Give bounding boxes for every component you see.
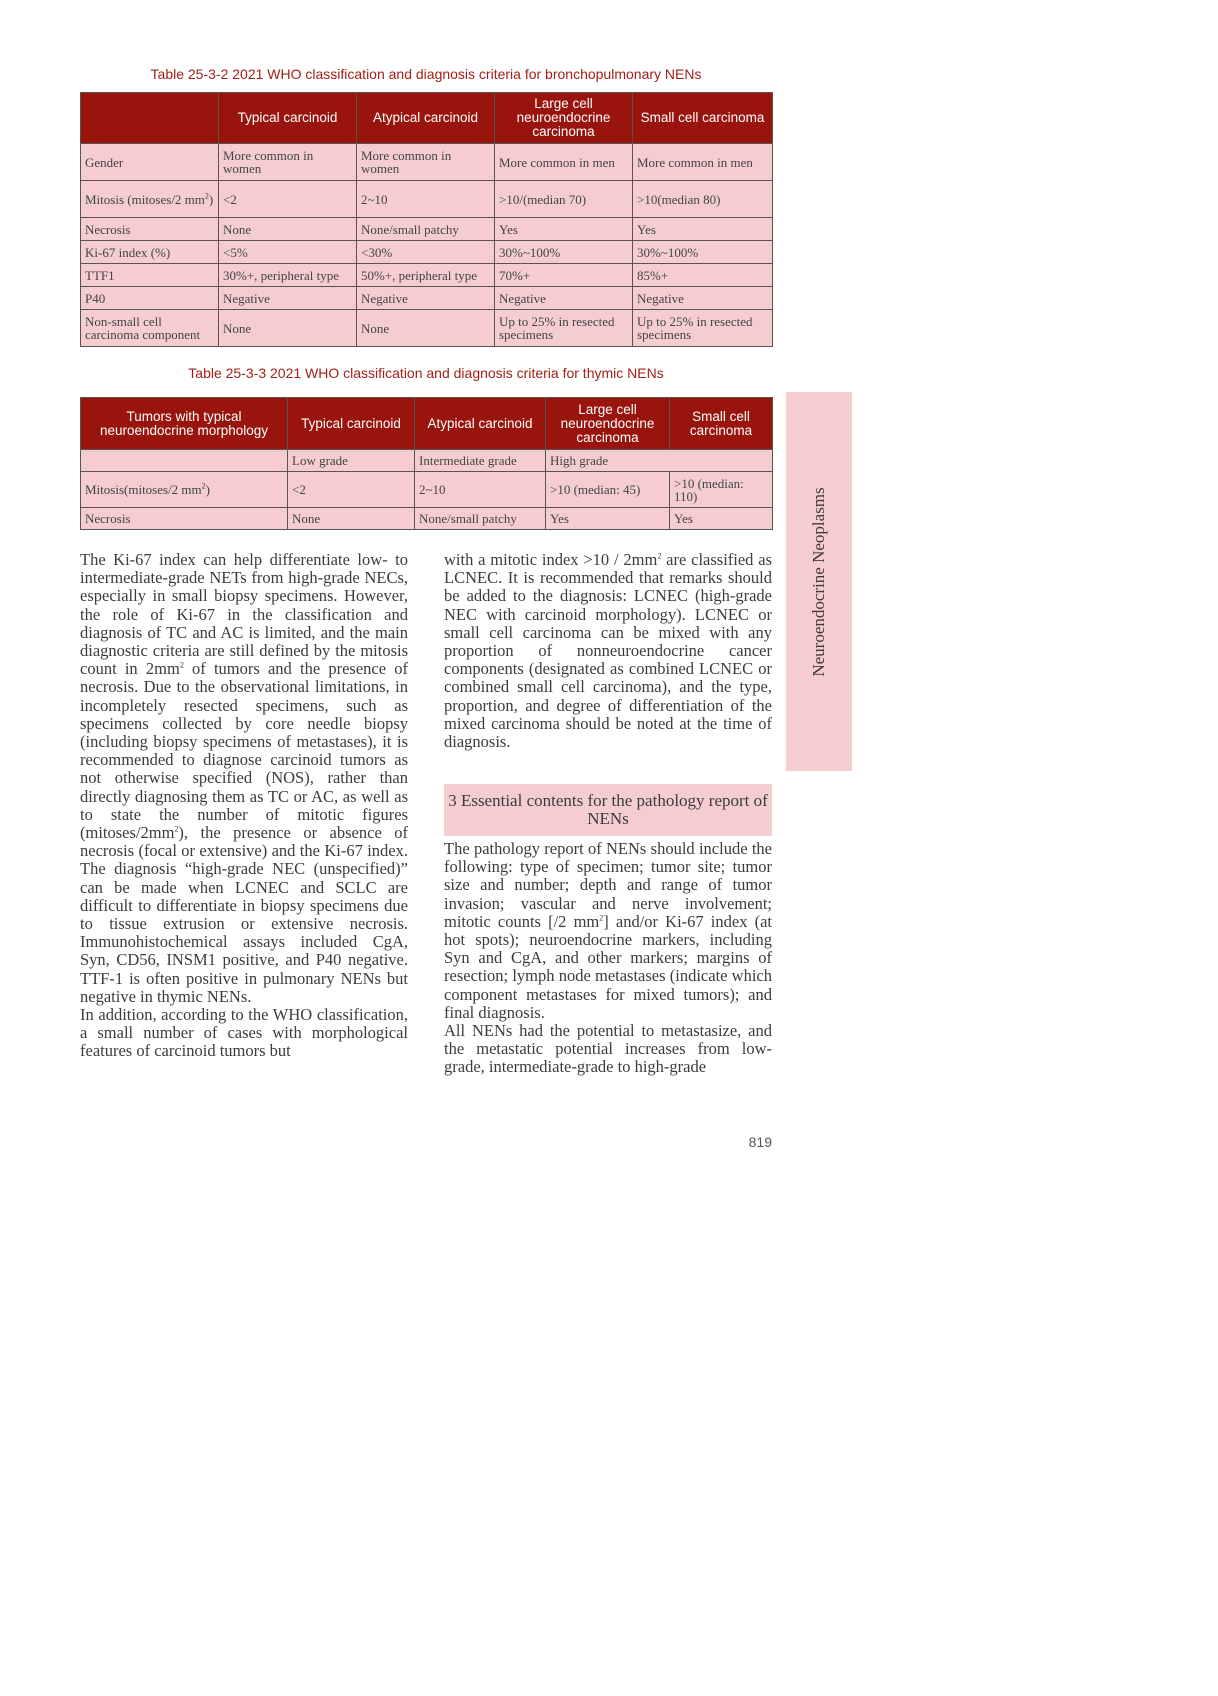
table-cell: None (219, 218, 357, 241)
row-label-tail: ) (205, 482, 210, 497)
right-column-lower (444, 840, 772, 1077)
table1-caption: Table 25-3-2 2021 WHO classification and diagnosis criteria for bronchopulmonary NENs (150, 66, 702, 82)
table2-header-4: Small cell carcinoma (670, 398, 773, 450)
superscript: 2 (657, 551, 662, 561)
text-run: of tumors and the presence of necrosis. Due to the observational limitations, in incompletely resected specimens, such as specimens collected by core needle biopsy (including biopsy specimens of metastases), it is recommended to diagnose carcinoid tumors as not otherwise specified (NOS), rather than directly diagnosing them as TC or AC, as well as to state the number of mitotic figures (mitoses/2mm (80, 659, 408, 843)
section-heading-text: 3 Essential contents for the pathology report of NENs (448, 791, 768, 828)
row-label: Necrosis (81, 508, 288, 530)
row-label-text: Mitosis(mitoses/2 mm (85, 482, 202, 497)
chapter-side-tab (786, 392, 852, 771)
table-cell: Negative (357, 287, 495, 310)
table1-header-2: Atypical carcinoid (357, 93, 495, 144)
table-cell: 2~10 (415, 472, 546, 508)
text-run: are classified as LCNEC. It is recommended that remarks should be added to the diagnosis: LCNEC (high-grade NEC with carcinoid morphology). LCNEC or small cell carcinoma can be mixed with any proportion of nonneuroendocrine cancer components (designated as combined LCNEC or combined small cell carcinoma), and the type, proportion, and degree of differentiation of the mixed carcinoma should be noted at the time of diagnosis. (444, 550, 772, 752)
table-cell: <5% (219, 241, 357, 264)
left-column (80, 551, 408, 1061)
table-cell: None/small patchy (415, 508, 546, 530)
table-cell: More common in men (495, 144, 633, 181)
right-column (444, 551, 772, 751)
paragraph: In addition, according to the WHO classification, a small number of cases with morphological features of carcinoid tumors but (80, 1005, 408, 1061)
table-row (81, 144, 773, 181)
row-label: P40 (81, 287, 219, 310)
table-cell: None/small patchy (357, 218, 495, 241)
table1-header-3: Large cell neuroendocrine carcinoma (495, 93, 633, 144)
text-run: ), the presence or absence of necrosis (focal or extensive) and the Ki-67 index. The diagnosis “high-grade NEC (unspecified)” can be made when LCNEC and SCLC are difficult to differentiate in biopsy specimens due to tissue extrusion or extensive necrosis. Immunohistochemical assays included CgA, Syn, CD56, INSM1 positive, and P40 negative. TTF-1 is often positive in pulmonary NENs but negative in thymic NENs. (80, 823, 408, 1006)
table2-header-2: Atypical carcinoid (415, 398, 546, 450)
table2-header-3: Large cell neuroendocrine carcinoma (546, 398, 670, 450)
superscript: 2 (204, 191, 209, 201)
table-cell: Yes (670, 508, 773, 530)
paragraph (80, 551, 408, 1006)
table-cell: 2~10 (357, 181, 495, 218)
table-cell: More common in women (357, 144, 495, 181)
text-run: The pathology report of NENs should include the following: type of specimen; tumor site; tumor size and number; depth and range of tumor invasion; vascular and nerve involvement; mitotic counts [/2 mm (444, 839, 772, 931)
table-cell: >10 (median: 45) (546, 472, 670, 508)
row-label: Ki-67 index (%) (81, 241, 219, 264)
table-cell: <2 (288, 472, 415, 508)
table-cell: Up to 25% in resected specimens (495, 310, 633, 347)
table-row (81, 241, 773, 264)
table2-caption: Table 25-3-3 2021 WHO classification and diagnosis criteria for thymic NENs (188, 365, 664, 381)
table-row (81, 264, 773, 287)
superscript: 2 (179, 660, 184, 670)
table-cell: Negative (495, 287, 633, 310)
row-label (81, 181, 219, 218)
row-label-tail: ) (208, 191, 214, 207)
table-row (81, 450, 773, 472)
text-run: ] and/or Ki-67 index (at hot spots); neuroendocrine markers, including Syn and CgA, and other markers; margins of resection; lymph node metastases (indicate which component metastases for mixed tumors); and final diagnosis. (444, 911, 773, 1022)
row-label: TTF1 (81, 264, 219, 287)
row-label-text: Mitosis (mitoses/2 mm (85, 191, 205, 207)
table2-header-1: Typical carcinoid (288, 398, 415, 450)
table-row (81, 472, 773, 508)
table-cell: None (219, 310, 357, 347)
table-cell: 30%~100% (633, 241, 773, 264)
table-row (81, 218, 773, 241)
table1-header-4: Small cell carcinoma (633, 93, 773, 144)
table-cell: High grade (546, 450, 773, 472)
bronchopulmonary-nen-table (80, 92, 773, 347)
row-label: Gender (81, 144, 219, 181)
paragraph (444, 840, 772, 1022)
superscript: 2 (174, 824, 179, 834)
table-cell: <30% (357, 241, 495, 264)
table-cell: Intermediate grade (415, 450, 546, 472)
table-cell: Yes (546, 508, 670, 530)
paragraph: All NENs had the potential to metastasize, and the metastatic potential increases from low-grade, intermediate-grade to high-grade (444, 1021, 772, 1077)
text-run: The Ki-67 index can help differentiate low- to intermediate-grade NETs from high-grade NECs, especially in small biopsy specimens. However, the role of Ki-67 in the classification and diagnosis of TC and AC is limited, and the main diagnostic criteria are still defined by the mitosis count in 2mm (80, 550, 408, 679)
table-cell: Negative (633, 287, 773, 310)
chapter-side-tab-label: Neuroendocrine Neoplasms (809, 486, 828, 677)
table-cell: 70%+ (495, 264, 633, 287)
table-row (81, 287, 773, 310)
paragraph (444, 551, 772, 751)
table-cell: 50%+, peripheral type (357, 264, 495, 287)
row-label (81, 450, 288, 472)
table-cell: Negative (219, 287, 357, 310)
table-cell: Yes (633, 218, 773, 241)
table-cell: More common in men (633, 144, 773, 181)
table-cell: >10 (median: 110) (670, 472, 773, 508)
table-cell: >10/(median 70) (495, 181, 633, 218)
table1-header-1: Typical carcinoid (219, 93, 357, 144)
superscript: 2 (599, 913, 604, 923)
row-label: Necrosis (81, 218, 219, 241)
table-cell: 85%+ (633, 264, 773, 287)
thymic-nen-table (80, 397, 773, 530)
table-cell: 30%+, peripheral type (219, 264, 357, 287)
text-run: with a mitotic index >10 / 2mm (444, 550, 658, 569)
table-cell: Low grade (288, 450, 415, 472)
table-cell: Up to 25% in resected specimens (633, 310, 773, 347)
table1-header-0 (81, 93, 219, 144)
table-cell: None (357, 310, 495, 347)
table-row (81, 181, 773, 218)
section-heading (444, 784, 772, 836)
table2-header-0: Tumors with typical neuroendocrine morphology (81, 398, 288, 450)
row-label: Non-small cell carcinoma component (81, 310, 219, 347)
table-cell: None (288, 508, 415, 530)
table-row (81, 310, 773, 347)
table-cell: >10(median 80) (633, 181, 773, 218)
table-row (81, 508, 773, 530)
table-cell: 30%~100% (495, 241, 633, 264)
page-number: 819 (748, 1134, 772, 1150)
superscript: 2 (201, 481, 206, 491)
table-cell: More common in women (219, 144, 357, 181)
table-cell: Yes (495, 218, 633, 241)
row-label (81, 472, 288, 508)
table-cell: <2 (219, 181, 357, 218)
